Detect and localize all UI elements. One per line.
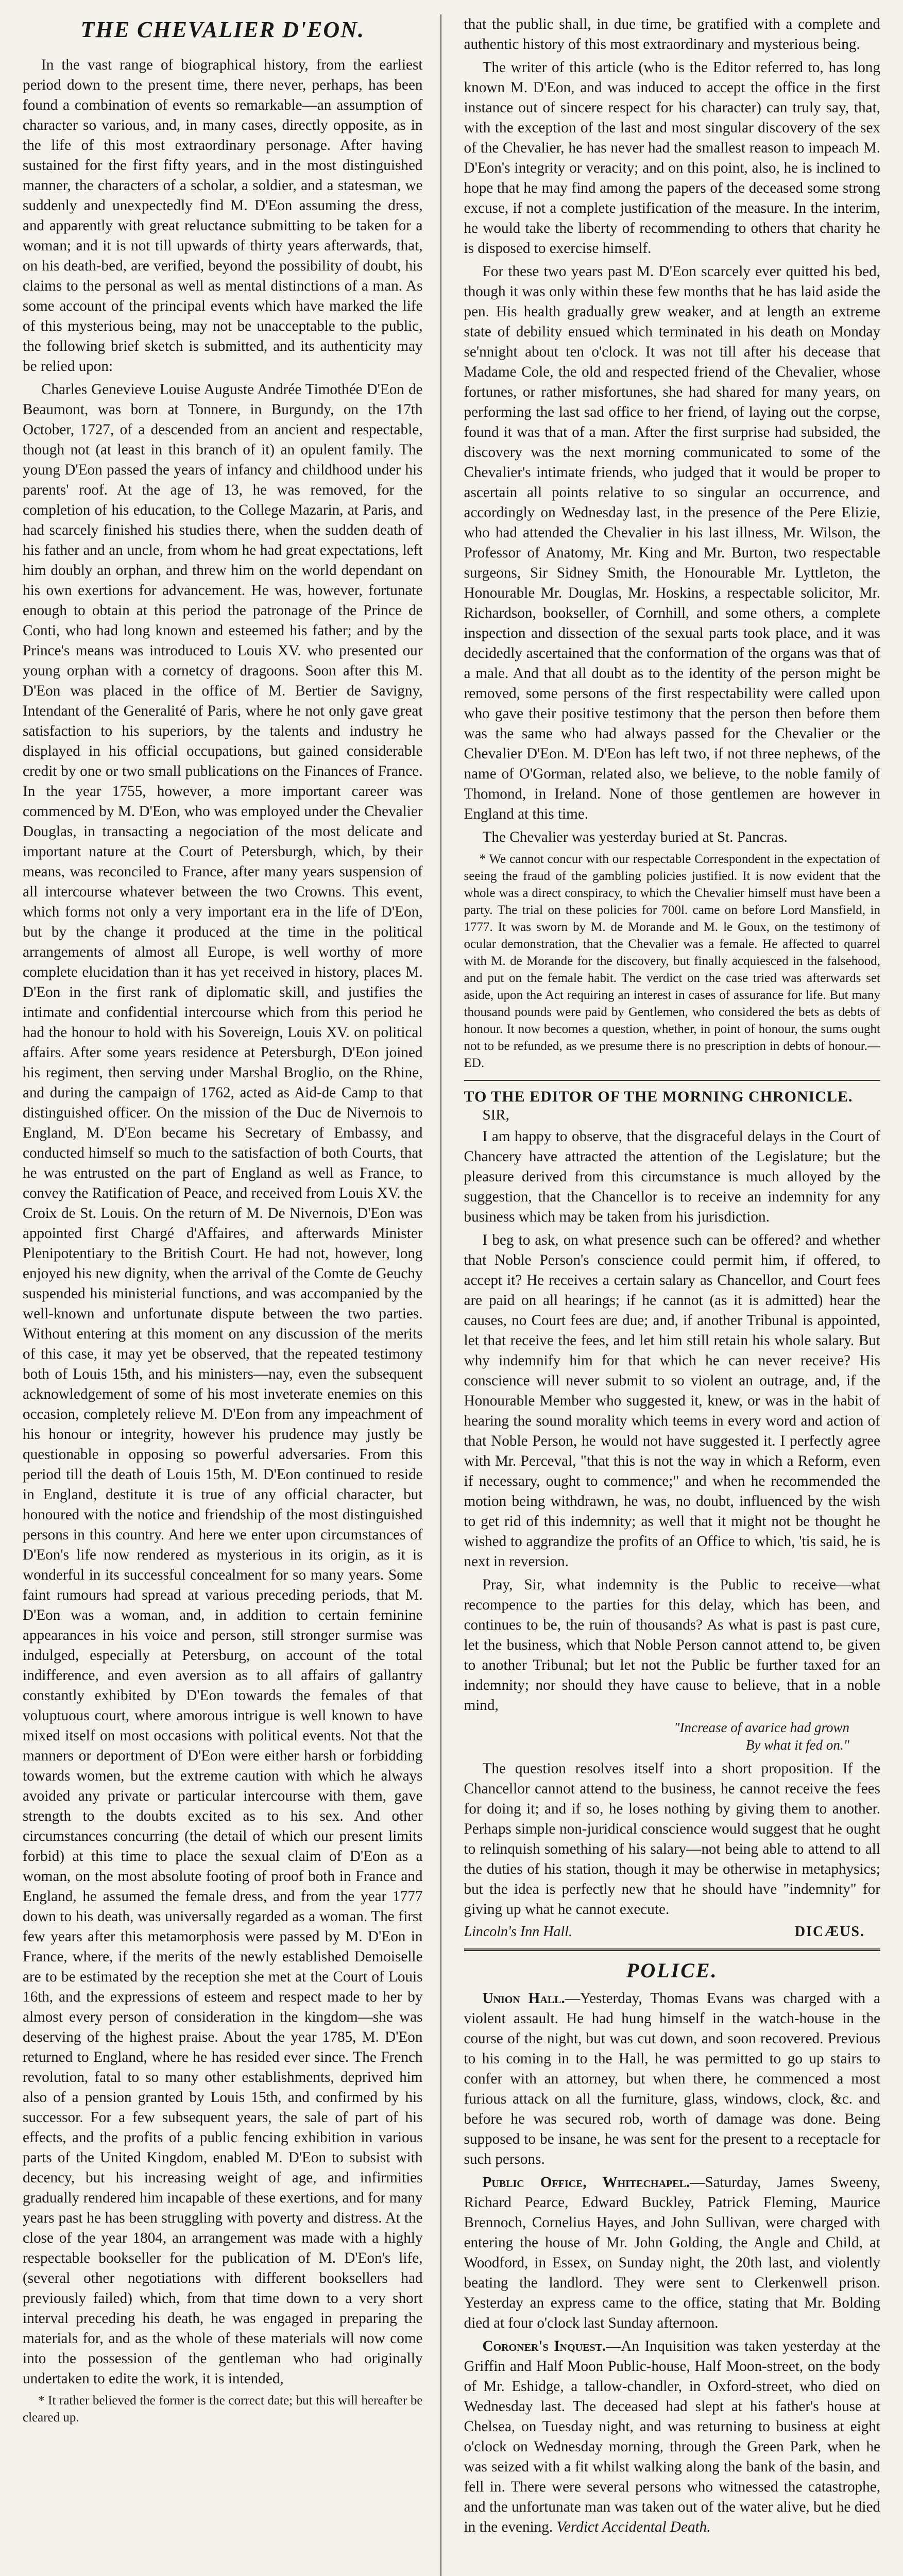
letter-quotation [464,1719,850,1754]
police-heading: POLICE. [626,1959,718,1982]
letter-place: Lincoln's Inn Hall. [464,1924,573,1940]
police-item [464,2173,881,2333]
inquest-verdict: Verdict Accidental Death. [556,2519,711,2535]
police-item [464,1989,881,2170]
police-item [464,2336,881,2537]
letter-signoff [464,1924,881,1940]
police-item-lead: Union Hall. [482,1990,565,2007]
letter-paragraph: I beg to ask, on what presence such can be offered? and whether that Noble Person's conscience could permit him, if offered, to accept it? He receives a certain salary as Chancellor, and Court fees are paid on all hearings; if he cannot (as it is admitted) hear the causes, no Court fees are due; and, if another Tribunal is appointed, let that receive the fees, and let him still retain his whole salary. But why indemnify him for that which he can never receive? His conscience will never submit to so violent an outrage, and, if the Honourable Member who suggested it, knew, or was in the habit of hearing the sound morality which teems in every word and action of that Noble Person, he would not have suggested it. I perfectly agree with Mr. Perceval, "that this is not the way in which a Reform, even if necessary, ought to commence;" and when he recommended the motion being withdrawn, he was, no doubt, influenced by the wish to get rid of this indemnity; as well that it might not be thought he wished to aggrandize the profits of an Office to which, 'tis said, he is next in reversion. [464,1232,880,1570]
letter-signature: DICÆUS. [794,1924,865,1940]
article-paragraph: The Chevalier was yesterday buried at St. Pancras. [482,829,788,845]
article-title: THE CHEVALIER D'EON. [80,17,365,42]
quotation-line: "Increase of avarice had grown [674,1720,849,1735]
police-item-lead: Coroner's Inquest. [482,2338,606,2354]
footnote: * It rather believed the former is the correct date; but this will hereafter be cleared up. [23,2394,423,2425]
article-paragraph: that the public shall, in due time, be gratified with a complete and authentic history of this most extraordinary and mysterious being. [464,16,880,53]
right-column [462,14,881,2576]
letter-salutation: SIR, [482,1107,509,1123]
police-item-text: —Saturday, James Sweeny, Richard Pearce, Edward Buckley, Patrick Fleming, Maurice Brennoch, Cornelius Hayes, and John Sullivan, were charged with entering the house of Mr. John Golding, the Angle and Child, at Woodford, in Essex, on Sunday night, the 20th last, and violently beating the landlord. They were sent to Clerkenwell prison. Yesterday an express came to the office, stating that Mr. Bolding died at four o'clock last Sunday afternoon. [464,2174,880,2331]
letter-heading: TO THE EDITOR OF THE MORNING CHRONICLE. [464,1088,853,1105]
article-paragraph: For these two years past M. D'Eon scarcely ever quitted his bed, though it was only within these few months that he has laid aside the pen. His health gradually grew weaker, and at length an extreme state of debility ensued which terminated in his death on Monday se'nnight about ten o'clock. It was not till after his decease that Madame Cole, the old and respected friend of the Chevalier, whose fortunes, or rather misfortunes, she had shared for many years, on performing the last sad office to her friend, of laying out the corpse, found it was that of a man. After the first surprise had subsided, the discovery was the next morning communicated to some of the Chevalier's intimate friends, who judged that it would be proper to ascertain all points relative to so singular an occurrence, and accordingly on Wednesday last, in the presence of the Pere Elizie, who had attended the Chevalier in his last illness, Mr. Wilson, the Professor of Anatomy, Mr. King and Mr. Burton, two respectable surgeons, Sir Sidney Smith, the Honourable Mr. Lyttleton, the Honourable Mr. Douglas, Mr. Hoskins, a respectable solicitor, Mr. Richardson, bookseller, of Cornhill, and some others, a complete inspection and dissection of the sexual parts took place, and it was decidedly ascertained that the conformation of the organs was that of a male. And that all doubt as to the identity of the person might be removed, some persons of the first respectability were called upon who gave their positive testimony that the person then before them was the same who had always passed for the Chevalier or the Chevalier D'Eon. M. D'Eon has left two, if not three nephews, of the name of O'Gorman, related also, we believe, to the noble family of Thomond, in Ireland. None of those gentlemen are however in England at this time. [464,263,880,822]
article-paragraph: In the vast range of biographical history, from the earliest period down to the present time, there never, perhaps, has been found a combination of events so remarkable—an assumption of character so various, and, in many cases, directly opposite, as in the life of this most extraordinary personage. After having sustained for the first fifty years, and in the most distinguished manner, the characters of a scholar, a soldier, and a statesman, we suddenly and unexpectedly find M. D'Eon assuming the dress, and apparently with great reluctance submitting to be taken for a woman; and it is not till upwards of thirty years afterwards, that, on his death-bed, are verified, beyond the possibility of doubt, his claims to the personal as well as mental distinctions of a man. As some account of the principal events which have marked the life of this mysterious being, may not be unacceptable to the public, the following brief sketch is submitted, and its authenticity may be relied upon: [23,57,423,375]
quotation-line: By what it fed on." [745,1737,849,1753]
police-item-lead: Public Office, Whitechapel. [482,2174,690,2191]
letter-paragraph: The question resolves itself into a short proposition. If the Chancellor cannot attend to the business, he cannot receive the fees for doing it; and if so, he loses nothing by giving them to another. Perhaps simple non-juridical conscience would suggest that he ought to relinquish something of his salary—not being able to attend to all the duties of his station, though it may be otherwise in metaphysics; but the idea is perfectly new that he should have "indemnity" for giving up what he cannot execute. [464,1760,880,1918]
letter-paragraph: I am happy to observe, that the disgraceful delays in the Court of Chancery have attracted the attention of the Legislature; but the pleasure derived from this circumstance is much alloyed by the suggestion, that the Chancellor is to receive an indemnity for any business which may be taken from his jurisdiction. [464,1128,880,1225]
police-item-text: —An Inquisition was taken yesterday at the Griffin and Half Moon Public-house, Half Moon-street, on the body of Mr. Eshidge, a tallow-chandler, in Oxford-street, who died on Wednesday last. The deceased had slept at his father's house at Chelsea, on Tuesday night, and was returning to business at eight o'clock on Wednesday morning, through the Green Park, when he was seized with a fit whilst walking along the bank of the basin, and fell in. There were several persons who witnessed the catastrophe, and the unfortunate man was taken out of the water alive, but he died in the evening. [464,2338,880,2535]
police-item-text: —Yesterday, Thomas Evans was charged with a violent assault. He had hung himself in the watch-house in the course of the night, but was cut down, and soon recovered. Previous to his coming in to the Hall, he was permitted to go up stairs to confer with an attorney, but when there, he commenced a most furious attack on all the furniture, glass, windows, clock, &c. and before he was secured rob, worth of damage was done. Being supposed to be insane, he was sent for the present to a receptacle for such persons. [464,1990,880,2167]
article-paragraph: The writer of this article (who is the Editor referred to, has long known M. D'Eon, and was induced to accept the office in the first instance out of sincere respect for his character) can truly say, that, with the exception of the last and most singular discovery of the sex of the Chevalier, he has never had the smallest reason to impeach M. D'Eon's integrity or veracity; and on this point, also, he is inclined to hope that he may find among the papers of the deceased some strong excuse, if not a complete justification of the measure. In the interim, he would take the liberty of recommending to others that charity he is disposed to exercise himself. [464,59,880,257]
article-paragraph: Charles Genevieve Louise Auguste Andrée Timothée D'Eon de Beaumont, was born at Tonnere, in Burgundy, on the 17th October, 1727, of a descended from an ancient and respectable, though not (at least in this branch of it) an opulent family. The young D'Eon passed the years of infancy and childhood under his parents' roof. At the age of 13, he was removed, for the completion of his education, to the College Mazarin, at Paris, and had scarcely finished his studies there, when the sudden death of his father and an uncle, from whom he had great expectations, left him doubly an orphan, and threw him on the world dependant on his own exertions for advancement. He was, however, fortunate enough to obtain at this period the patronage of the Prince de Conti, who had long known and esteemed his father; and by the Prince's means was introduced to Louis XV. who presented our young orphan with a cornetcy of dragoons. Soon after this M. D'Eon was placed in the office of M. Bertier de Savigny, Intendant of the Generalité of Paris, where he not only gave great satisfaction to his superiors, by the talents and industry he displayed in his official occupations, but gained considerable credit by one or two small publications on the Finances of France. In the year 1755, however, a more important career was commenced by M. D'Eon, who was employed under the Chevalier Douglas, in transacting a negociation of the most delicate and important nature at the Court of Petersburgh, which, by their means, was reconciled to France, after many years suspension of all intercourse whatever between the two Crowns. This event, which forms not only a very important era in the life of D'Eon, but by the change it produced at the time in the political arrangements of almost all Europe, is well worthy of more complete elucidation than it has yet received in history, places M. D'Eon in the first rank of diplomatic skill, and justifies the intimate and confidential intercourse which from this period he had the honour to hold with his Sovereign, Louis XV. on political affairs. After some years residence at Petersburgh, D'Eon joined his regiment, then serving under Marshal Broglio, on the Rhine, and during the campaign of 1762, acted as Aid-de Camp to that distinguished officer. On the mission of the Duc de Nivernois to England, M. D'Eon became his Secretary of Embassy, and conducted himself so much to the satisfaction of both Courts, that he was entrusted on the part of England as well as France, to convey the Ratification of Peace, and received from Louis XV. the Croix de St. Louis. On the return of M. De Nivernois, D'Eon was appointed first Chargé d'Affaires, and afterwards Minister Plenipotentiary to the British Court. He had not, however, long enjoyed his new dignity, when the arrival of the Comte de Geuchy suspended his ministerial functions, and was accompanied by the well-known and unfortunate dispute between the two parties. Without entering at this moment on any discussion of the merits of this case, it may yet be observed, that the repeated testimony both of Louis 15th, and his ministers—nay, even the subsequent acknowledgement of some of his most inveterate enemies on this occasion, completely relieve M. D'Eon from any impeachment of his honour or integrity, however his prudence may justly be questionable in opposing so powerful adversaries. From this period till the death of Louis 15th, M. D'Eon continued to reside in England, destitute it is true of any official character, but honoured with the notice and friendship of the most distinguished persons in this country. And here we enter upon circumstances of D'Eon's life now rendered as mysterious in its origin, as it is wonderful in its successful concealment for so many years. Some faint rumours had spread at various preceding periods, that M. D'Eon was a woman, and, in addition to certain feminine appearances in his voice and person, still stronger surmise was indulged, especially at Petersburg, on account of the total indifference, and even aversion as to all affairs of gallantry constantly exhibited by D'Eon towards the females of that voluptuous court, where amorous intrigue is well known to have mixed itself on most occasions with political events. Not that the manners or deportment of D'Eon were either harsh or forbidding towards women, but the extreme caution with which he always avoided any private or particular intercourse with them, gave strength to the doubts excited as to his sex. And other circumstances concurring (the detail of which our present limits forbid) at this time to place the sexual claim of D'Eon as a woman, on the most absolute footing of proof both in France and England, he assumed the female dress, and from the year 1777 down to his death, was universally regarded as a woman. The first few years after this metamorphosis were passed by M. D'Eon in France, where, if the merits of the newly established Demoiselle are to be estimated by the reception she met at the Court of Louis 16th, and the expressions of esteem and respect made to her by almost every person of consideration in the kingdom—she was deserving of the highest praise. About the year 1785, M. D'Eon returned to England, where he has resided ever since. The French revolution, fatal to so many other establishments, deprived him also of a pension granted by Louis 15th, and confirmed by his successor. For a few subsequent years, the sale of part of his effects, and the profits of a public fencing exhibition in various parts of the United Kingdom, enabled M. D'Eon to subsist with decency, but his increasing weight of age, and infirmities gradually rendered him incapable of these exertions, and for many years past he has been struggling with poverty and distress. At the close of the year 1804, an arrangement was made with a highly respectable bookseller for the publication of M. D'Eon's life, (several other negotiations with different booksellers had previously failed) which, from that time down to a very short interval preceding his death, he was engaged in preparing the materials for, and as the whole of these materials will now come into the possession of the gentleman who had originally undertaken to edite the work, it is intended, [23,381,423,2387]
left-column [23,14,441,2576]
section-divider [464,1948,881,1951]
letter-paragraph: Pray, Sir, what indemnity is the Public to receive—what recompence to the parties for this delay, which has been, and continues to be, the ruin of thousands? As what is past is past cure, let the business, which that Noble Person cannot attend to, be given to another Tribunal; but let not the Public be further taxed for an indemnity; nor should they have cause to believe, that in a noble mind, [464,1577,880,1714]
editor-note: * We cannot concur with our respectable Correspondent in the expectation of seeing the fraud of the gambling policies justified. It is now evident that the whole was a direct conspiracy, to which the Chevalier himself must have been a party. The trial on these policies for 700l. came on before Lord Mansfield, in 1777. It was sworn by M. de Morande and M. le Goux, on the testimony of ocular demonstration, that the Chevalier was a female. He affected to quarrel with M. de Morande for the discovery, but finally acquiesced in the falsehood, and put on the female habit. The verdict on the case tried was afterwards set aside, upon the Act requiring an interest in cases of assurance for life. But many thousand pounds were paid by Gentlemen, who considered the bets as debts of honour. It now becomes a question, whether, in point of honour, the sums ought not to be refunded, as we presume there is no prescription in debts of honour.—ED. [464,852,880,1070]
section-divider [464,1080,881,1081]
